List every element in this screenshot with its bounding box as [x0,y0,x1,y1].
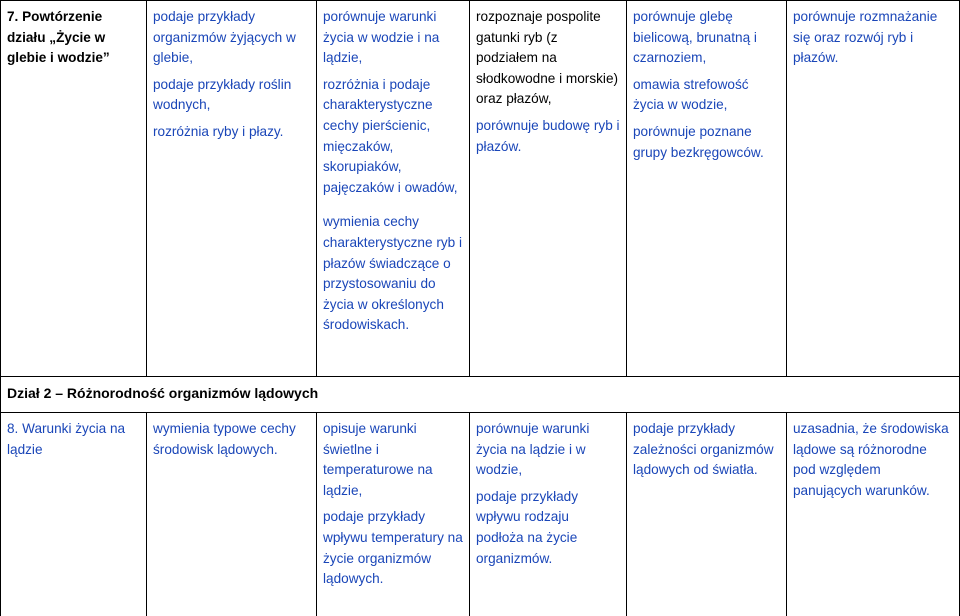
req-text: porównuje rozmnażanie się oraz rozwój ryb i płazów. [793,9,938,66]
req-text: porównuje warunki życia na lądzie i w wodzie, [476,421,590,478]
req-cell-7-extended [316,0,469,376]
req-text: uzasadnia, że środowiska lądowe są różnorodne pod względem panujących warunków. [793,421,949,498]
req-text: porównuje warunki życia w wodzie i na lądzie, [323,9,440,66]
req-cell-8-very-good [626,412,786,616]
topic-cell-7 [0,0,146,376]
section-title: Dział 2 – Różnorodność organizmów lądowych [7,385,319,401]
req-text: porównuje budowę ryb i płazów. [476,117,620,154]
req-text: podaje przykłady wpływu temperatury na życie organizmów lądowych. [323,509,463,587]
req-text: opisuje warunki świetlne i temperaturowe na lądzie, [323,421,433,498]
topic-cell-8 [0,412,146,616]
req-cell-7-excellent [786,0,960,376]
req-cell-8-extended [316,412,469,616]
req-text: podaje przykłady roślin wodnych, [153,76,292,113]
req-text: podaje przykłady wpływu rodzaju podłoża na życie organizmów. [476,488,579,566]
req-text: rozpoznaje pospolite gatunki ryb (z podziałem na słodkowodne i morskie) oraz płazów, [476,9,619,107]
req-cell-7-good [469,0,626,376]
req-text: rozróżnia i podaje charakterystyczne cechy pierścienic, mięczaków, skorupiaków, pajęczaków i owadów, [323,76,458,195]
req-cell-8-excellent [786,412,960,616]
table-row-8 [0,412,960,616]
section-header [0,376,960,412]
req-cell-7-basic [146,0,316,376]
topic-title-7: 7. Powtórzenie działu „Życie w glebie i wodzie” [7,9,110,66]
req-text: porównuje glebę bielicową, brunatną i czarnoziem, [633,9,757,66]
req-text: podaje przykłady organizmów żyjących w glebie, [153,9,296,66]
topic-title-8: 8. Warunki życia na lądzie [7,421,126,457]
req-text: porównuje poznane grupy bezkręgowców. [633,123,764,160]
req-cell-7-very-good [626,0,786,376]
req-cell-8-basic [146,412,316,616]
req-text: wymienia cechy charakterystyczne ryb i płazów świadczące o przystosowaniu do życia w określonych środowiskach. [323,214,463,333]
req-text: wymienia typowe cechy środowisk lądowych. [153,421,296,457]
req-text: omawia strefowość życia w wodzie, [633,76,749,113]
req-text: rozróżnia ryby i płazy. [153,123,284,139]
req-text: podaje przykłady zależności organizmów lądowych od światła. [633,421,774,478]
req-cell-8-good [469,412,626,616]
